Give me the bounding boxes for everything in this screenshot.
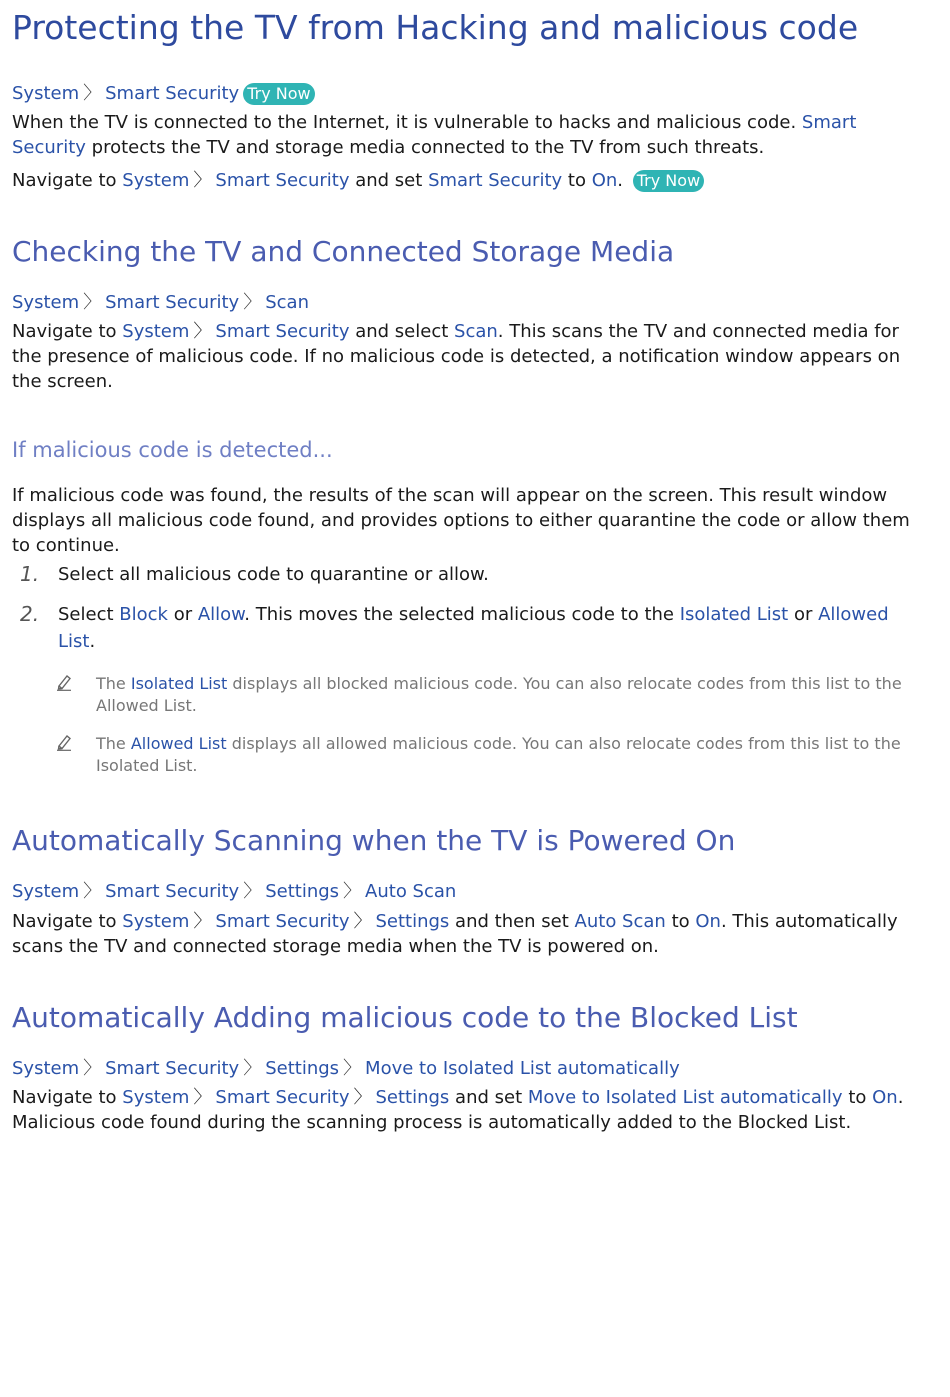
pencil-note-icon — [56, 673, 72, 691]
text: The — [96, 734, 126, 753]
breadcrumb-protecting — [12, 79, 315, 105]
note-text — [96, 733, 914, 777]
chevron-right-icon: 〉 — [353, 911, 372, 932]
text: . This moves the selected malicious code to the — [244, 604, 674, 625]
breadcrumb-blocked-list — [12, 1054, 680, 1080]
text: and set — [355, 170, 423, 191]
text: protects the TV and storage media connected to the TV from such threats. — [91, 137, 765, 158]
crumb-system[interactable]: System — [12, 881, 80, 902]
note-text — [96, 673, 914, 717]
keyword-isolated-list: Isolated List — [130, 674, 228, 693]
chevron-right-icon: 〉 — [343, 881, 362, 902]
text: Navigate to — [12, 170, 117, 191]
chevron-right-icon: 〉 — [343, 1058, 362, 1079]
breadcrumb-auto-scan — [12, 877, 456, 903]
paragraph-blocked-list — [12, 1085, 924, 1135]
text: displays all blocked malicious code. You can also relocate codes from this list to the Allowed List. — [96, 674, 902, 715]
step-number: 2. — [20, 602, 40, 626]
text: to — [671, 911, 690, 932]
chevron-right-icon: 〉 — [193, 1087, 212, 1108]
text: Select — [58, 604, 114, 625]
section-title-protecting: Protecting the TV from Hacking and malicious code — [12, 8, 859, 47]
text: . Malicious code found during the scanning process is automatically added to the Blocked List. — [12, 1087, 904, 1133]
paragraph-detected: If malicious code was found, the results of the scan will appear on the screen. This result window displays all malicious code found, and provides options to either quarantine the code or allow them to continue. — [12, 485, 910, 556]
crumb-auto-scan[interactable]: Auto Scan — [365, 881, 457, 902]
step-number: 1. — [20, 562, 40, 586]
keyword-on: On — [872, 1087, 898, 1108]
keyword-settings: Settings — [375, 1087, 450, 1108]
chevron-right-icon: 〉 — [193, 321, 212, 342]
keyword-on: On — [695, 911, 721, 932]
crumb-system[interactable]: System — [12, 1058, 80, 1079]
chevron-right-icon: 〉 — [243, 1058, 262, 1079]
chevron-right-icon: 〉 — [83, 1058, 102, 1079]
try-now-button[interactable]: Try Now — [633, 170, 704, 192]
text: Navigate to — [12, 911, 117, 932]
text: to — [567, 170, 586, 191]
keyword-smart-security: Smart Security — [215, 170, 350, 191]
chevron-right-icon: 〉 — [243, 881, 262, 902]
crumb-system[interactable]: System — [12, 292, 80, 313]
crumb-settings[interactable]: Settings — [265, 1058, 340, 1079]
keyword-system: System — [122, 1087, 190, 1108]
crumb-move-to-isolated-list[interactable]: Move to Isolated List automatically — [365, 1058, 680, 1079]
keyword-scan: Scan — [454, 321, 498, 342]
text: displays all allowed malicious code. You can also relocate codes from this list to the Isolated List. — [96, 734, 901, 775]
text: The — [96, 674, 126, 693]
text: and then set — [455, 911, 569, 932]
keyword-auto-scan: Auto Scan — [574, 911, 666, 932]
crumb-scan[interactable]: Scan — [265, 292, 309, 313]
chevron-right-icon: 〉 — [193, 911, 212, 932]
keyword-allowed-list: Allowed List — [130, 734, 227, 753]
chevron-right-icon: 〉 — [83, 292, 102, 313]
text: Navigate to — [12, 1087, 117, 1108]
crumb-smart-security[interactable]: Smart Security — [105, 881, 240, 902]
text: or — [173, 604, 193, 625]
text: . — [617, 170, 624, 191]
keyword-smart-security: Smart Security — [215, 1087, 350, 1108]
section-title-checking: Checking the TV and Connected Storage Media — [12, 235, 675, 268]
text: . — [89, 631, 96, 652]
keyword-block: Block — [119, 604, 168, 625]
crumb-smart-security[interactable]: Smart Security — [105, 83, 240, 104]
chevron-right-icon: 〉 — [83, 83, 102, 104]
chevron-right-icon: 〉 — [243, 292, 262, 313]
section-title-auto-scan: Automatically Scanning when the TV is Powered On — [12, 824, 736, 857]
try-now-button[interactable]: Try Now — [243, 83, 314, 105]
chevron-right-icon: 〉 — [193, 170, 212, 191]
text: and select — [355, 321, 449, 342]
keyword-system: System — [122, 911, 190, 932]
step-text: Select all malicious code to quarantine or allow. — [58, 564, 489, 585]
text: . This scans the TV and connected media for the presence of malicious code. If no malicious code is detected, a notification window appears on the screen. — [12, 321, 901, 392]
text: or — [793, 604, 813, 625]
keyword-smart-security: Smart Security — [428, 170, 563, 191]
breadcrumb-checking — [12, 288, 309, 314]
keyword-isolated-list: Isolated List — [679, 604, 789, 625]
chevron-right-icon: 〉 — [353, 1087, 372, 1108]
text: When the TV is connected to the Internet, it is vulnerable to hacks and malicious code. — [12, 112, 797, 133]
keyword-system: System — [122, 321, 190, 342]
keyword-smart-security: Smart Security — [215, 321, 350, 342]
keyword-allow: Allow — [197, 604, 245, 625]
keyword-settings: Settings — [375, 911, 450, 932]
keyword-allowed-list: Allowed List — [58, 604, 889, 652]
crumb-smart-security[interactable]: Smart Security — [105, 1058, 240, 1079]
paragraph-intro — [12, 110, 924, 160]
crumb-smart-security[interactable]: Smart Security — [105, 292, 240, 313]
crumb-system[interactable]: System — [12, 83, 80, 104]
paragraph-navigate-set — [12, 168, 924, 193]
keyword-move-to-isolated-list: Move to Isolated List automatically — [527, 1087, 843, 1108]
crumb-settings[interactable]: Settings — [265, 881, 340, 902]
keyword-smart-security: Smart Security — [215, 911, 350, 932]
paragraph-scan — [12, 319, 924, 394]
paragraph-auto-scan — [12, 909, 924, 959]
subsection-title-detected: If malicious code is detected... — [12, 438, 333, 462]
pencil-note-icon — [56, 733, 72, 751]
keyword-system: System — [122, 170, 190, 191]
keyword-smart-security: Smart Security — [12, 112, 857, 158]
step-text — [58, 601, 908, 655]
keyword-on: On — [591, 170, 618, 191]
text: Navigate to — [12, 321, 117, 342]
text: to — [848, 1087, 867, 1108]
text: and set — [455, 1087, 523, 1108]
chevron-right-icon: 〉 — [83, 881, 102, 902]
section-title-blocked-list: Automatically Adding malicious code to the Blocked List — [12, 1001, 798, 1034]
text: . This automatically scans the TV and connected storage media when the TV is powered on. — [12, 911, 898, 957]
